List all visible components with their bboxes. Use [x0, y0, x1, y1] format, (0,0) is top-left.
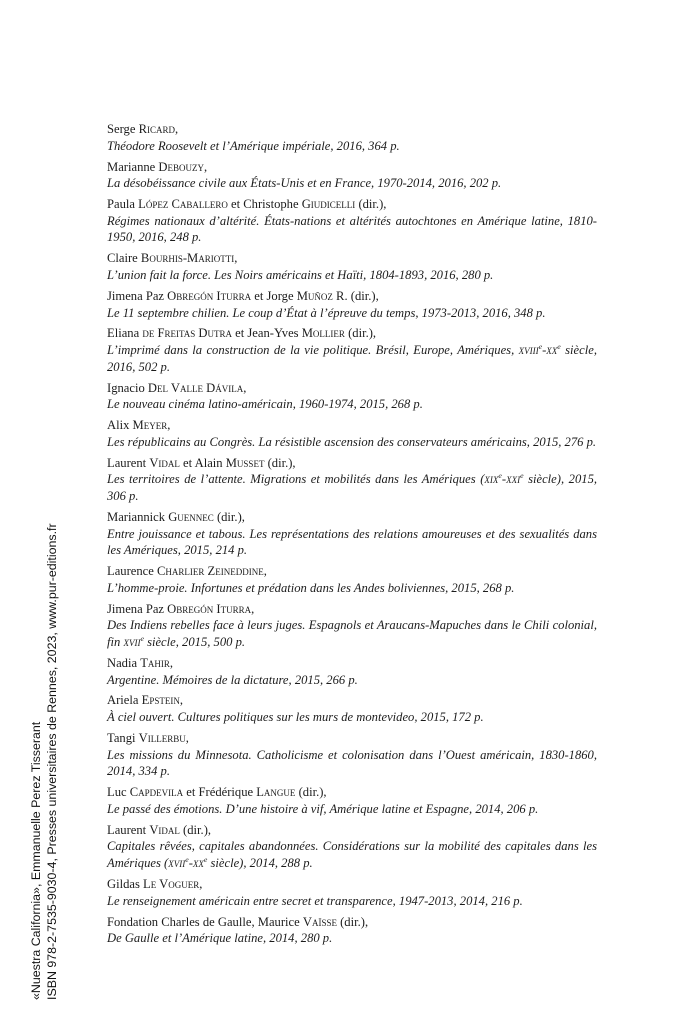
bibliography-entry	[107, 692, 597, 725]
text-segment: Claire	[107, 251, 141, 266]
title-text: e	[538, 341, 543, 351]
author-name: Del Valle Dávila	[147, 380, 244, 395]
text-segment: (dir.),	[336, 914, 369, 929]
text-segment: Nadia	[107, 655, 141, 670]
title-text: Entre jouissance et tabous. Les représentations des relations amoureuses et des sexualités dans les Amériques	[107, 526, 597, 558]
text-segment: , 2016, 280 p.	[424, 267, 494, 282]
title-text: Théodore Roosevelt et l’Amérique impériale	[107, 138, 331, 153]
entry-author	[107, 380, 597, 397]
entry-author	[107, 730, 597, 747]
title-text: Les missions du Minnesota. Catholicisme et colonisation dans l’Ouest américain, 1830-1860	[107, 747, 594, 762]
entry-title	[107, 471, 597, 504]
entry-author	[107, 159, 597, 176]
author-name: Musset	[225, 455, 265, 470]
text-segment: Paula	[107, 197, 139, 212]
text-segment: Fondation Charles de Gaulle, Maurice	[107, 914, 303, 929]
bibliography-entry	[107, 601, 597, 651]
title-text: Le renseignement américain entre secret et transparence, 1947-2013	[107, 893, 454, 908]
text-segment: , 2016, 348 p.	[476, 305, 546, 320]
bibliography-entry	[107, 196, 597, 246]
text-segment: , 2015, 268 p.	[353, 397, 423, 412]
title-text: e	[140, 633, 144, 643]
author-name: Mollier	[301, 326, 345, 341]
text-segment: ,	[169, 655, 174, 670]
text-segment: et Jorge	[251, 288, 297, 303]
author-name: Debouzy	[158, 159, 204, 174]
text-segment: et Alain	[179, 455, 226, 470]
title-text: La désobéissance civile aux États-Unis et en France, 1970-2014	[107, 176, 432, 191]
entry-author	[107, 455, 597, 472]
bibliography-entry	[107, 784, 597, 817]
title-text: e	[185, 854, 189, 864]
entry-title	[107, 801, 597, 818]
author-name: Vaïsse	[302, 914, 337, 929]
text-segment: (dir.),	[344, 326, 377, 341]
entry-author	[107, 121, 597, 138]
entry-author	[107, 876, 597, 893]
text-segment: (dir.),	[347, 288, 379, 303]
entry-title	[107, 747, 597, 780]
title-text: De Gaulle et l’Amérique latine	[107, 931, 263, 946]
text-segment: , 2016, 248 p.	[132, 230, 202, 245]
title-text: -	[501, 472, 507, 487]
text-segment: , 2014, 280 p.	[262, 931, 333, 946]
entry-title	[107, 893, 597, 910]
text-segment: Gildas	[107, 876, 144, 891]
bibliography-entry	[107, 914, 597, 947]
side-credit-line-1: «Nuestra California», Emmanuelle Perez Tisserant	[29, 721, 43, 1000]
text-segment: Mariannick	[107, 509, 169, 524]
text-segment: , 2016, 364 p.	[330, 138, 400, 153]
title-text: À ciel ouvert. Cultures politiques sur les murs de montevideo	[107, 710, 415, 725]
title-text: L’union fait la force. Les Noirs américains et Haïti, 1804-1893	[107, 267, 425, 282]
text-segment: , 2015, 500 p.	[175, 634, 246, 649]
title-text: L’homme-proie. Infortunes et prédation dans les Andes boliviennes	[107, 580, 446, 595]
author-name: Villerbu	[138, 731, 186, 746]
text-segment: ,	[263, 564, 267, 579]
author-name: xvii	[168, 856, 186, 870]
entry-author	[107, 692, 597, 709]
entry-title	[107, 138, 597, 155]
text-segment: ,	[185, 731, 189, 746]
entry-title	[107, 672, 597, 689]
title-text: Le passé des émotions. D’une histoire à vif, Amérique latine et Espagne	[107, 801, 470, 816]
title-text: Le 11 septembre chilien. Le coup d’État à l’épreuve du temps, 1973-2013	[107, 305, 477, 320]
text-segment: , 2015, 266 p.	[288, 672, 358, 687]
author-name: Muñoz R.	[296, 288, 348, 303]
title-text: Les territoires de l’attente. Migrations et mobilités dans les Amériques (	[107, 472, 485, 487]
entry-title	[107, 213, 597, 246]
author-name: Bourhis-Mariotti	[140, 251, 235, 266]
text-segment: , 2015, 268 p.	[445, 580, 515, 595]
text-segment: Ariela	[107, 693, 142, 708]
title-text: siècle	[143, 634, 176, 649]
entry-author	[107, 822, 597, 839]
entry-author	[107, 601, 597, 618]
entry-title	[107, 838, 597, 871]
author-name: Obregón Iturra	[167, 601, 252, 616]
text-segment: Laurent	[107, 822, 150, 837]
title-text: Les républicains au Congrès. La résistible ascension des conservateurs américains	[107, 434, 527, 449]
entry-title	[107, 342, 597, 375]
text-segment: et Christophe	[227, 197, 302, 212]
title-text: e	[498, 471, 502, 481]
entry-author	[107, 196, 597, 213]
title-text: -	[188, 856, 193, 870]
text-segment: (dir.),	[213, 509, 245, 524]
bibliography-entry	[107, 876, 597, 909]
entry-title	[107, 434, 597, 451]
text-segment: , 2015, 172 p.	[414, 710, 484, 725]
entry-author	[107, 563, 597, 580]
author-name: Le Voguer	[143, 876, 200, 891]
bibliography-entry	[107, 380, 597, 413]
entry-author	[107, 288, 597, 305]
text-segment: ,	[175, 122, 179, 136]
entry-author	[107, 655, 597, 672]
text-segment: (dir.),	[355, 197, 387, 212]
text-segment: Laurent	[107, 455, 150, 470]
text-segment: , 2014, 206 p.	[469, 801, 539, 816]
text-segment: , 2014, 334 p.	[107, 747, 597, 779]
author-name: Guennec	[168, 509, 214, 524]
text-segment: (dir.),	[179, 822, 212, 837]
text-segment: et Frédérique	[183, 785, 257, 800]
title-text: siècle	[560, 343, 594, 358]
title-text: -	[542, 343, 547, 358]
entry-title	[107, 396, 597, 413]
author-name: Charlier Zeineddine	[157, 564, 264, 579]
entry-title	[107, 267, 597, 284]
title-text: Des Indiens rebelles face à leurs juges. Espagnols et Araucans-Mapuches dans le Chili colonial, fin	[107, 618, 597, 649]
text-segment: ,	[204, 159, 208, 174]
text-segment: ,	[243, 380, 247, 395]
text-segment: (dir.),	[264, 455, 296, 470]
bibliography-entry	[107, 730, 597, 780]
title-text: Régimes nationaux d’altérité. États-nations et altérités autochtones en Amérique latine, 1810-1950	[107, 213, 597, 245]
title-text: e	[520, 471, 524, 481]
text-segment: Alix	[107, 418, 133, 433]
text-segment: et Jean-Yves	[232, 326, 302, 341]
entry-title	[107, 526, 597, 559]
title-text: Capitales rêvées, capitales abandonnées. Considérations sur la mobilité des capitales dans les Amériques (	[107, 839, 597, 870]
text-segment: ,	[167, 418, 171, 433]
text-segment: Marianne	[107, 159, 159, 174]
text-segment: Laurence	[107, 564, 157, 579]
text-segment: Eliana	[107, 326, 143, 341]
side-credit-line-2: ISBN 978-2-7535-9030-4, Presses universitaires de Rennes, 2023, www.pur-editions.fr	[45, 523, 59, 1000]
author-name: Obregón Iturra	[167, 288, 252, 303]
title-text: e	[557, 341, 561, 351]
text-segment: Jimena Paz	[107, 288, 168, 303]
text-segment: Ignacio	[107, 380, 148, 395]
text-segment: ,	[234, 251, 238, 266]
entry-author	[107, 417, 597, 434]
bibliography-entry	[107, 822, 597, 872]
title-text: siècle)	[207, 856, 244, 870]
author-name: Epstein	[141, 693, 180, 708]
bibliography-entry	[107, 159, 597, 192]
author-name: xx	[192, 856, 204, 870]
author-name: Meyer	[132, 418, 168, 433]
author-name: Tahir	[140, 655, 170, 670]
title-text: Argentine. Mémoires de la dictature	[107, 672, 289, 687]
author-name: Vidal	[149, 822, 180, 837]
author-name: Giudicelli	[301, 197, 356, 212]
bibliography-entry	[107, 417, 597, 450]
text-segment: , 2015, 276 p.	[526, 434, 597, 449]
author-name: López Caballero	[138, 197, 228, 212]
bibliography-entry	[107, 121, 597, 154]
text-segment: , 2014, 216 p.	[453, 893, 523, 908]
title-text: Le nouveau cinéma latino-américain, 1960-1974	[107, 397, 354, 412]
author-name: de Freitas Dutra	[142, 326, 232, 341]
text-segment: (dir.),	[295, 785, 327, 800]
entry-author	[107, 325, 597, 342]
entry-author	[107, 914, 597, 931]
author-name: xxi	[506, 472, 521, 487]
bibliography-entry	[107, 509, 597, 559]
text-segment: Luc	[107, 785, 130, 800]
text-segment: , 2015, 214 p.	[177, 543, 248, 558]
text-segment: Jimena Paz	[107, 601, 168, 616]
text-segment: ,	[179, 693, 183, 708]
text-segment: , 2016, 502 p.	[107, 343, 597, 374]
entry-title	[107, 580, 597, 597]
entry-author	[107, 250, 597, 267]
bibliography-entry	[107, 250, 597, 283]
author-name: xix	[484, 472, 499, 487]
text-segment: , 2015, 306 p.	[107, 472, 598, 503]
author-name: Vidal	[149, 455, 180, 470]
text-segment: ,	[199, 876, 203, 891]
bibliography-entry	[107, 288, 597, 321]
text-segment: ,	[251, 601, 255, 616]
text-segment: , 2016, 202 p.	[431, 176, 502, 191]
side-credit	[28, 400, 68, 1000]
entry-title	[107, 175, 597, 192]
text-segment: Tangi	[107, 731, 139, 746]
bibliography-entry	[107, 455, 597, 505]
author-name: xvii	[123, 634, 141, 649]
bibliography-entry	[107, 325, 597, 375]
title-text: e	[203, 854, 208, 864]
bibliography-list	[107, 121, 597, 951]
author-name: Capdevila	[129, 785, 184, 800]
author-name: xx	[546, 343, 558, 358]
bibliography-entry	[107, 655, 597, 688]
entry-title	[107, 709, 597, 726]
author-name: Ricard	[138, 122, 176, 136]
author-name: xviii	[518, 343, 539, 358]
title-text: L’imprimé dans la construction de la vie politique. Brésil, Europe, Amériques,	[107, 343, 519, 358]
title-text: siècle)	[523, 472, 561, 487]
entry-title	[107, 930, 597, 947]
entry-title	[107, 305, 597, 322]
entry-author	[107, 509, 597, 526]
bibliography-entry	[107, 563, 597, 596]
text-segment: Serge	[107, 122, 139, 136]
entry-author	[107, 784, 597, 801]
entry-title	[107, 617, 597, 650]
text-segment: , 2014, 288 p.	[243, 856, 313, 870]
author-name: Langue	[256, 785, 296, 800]
